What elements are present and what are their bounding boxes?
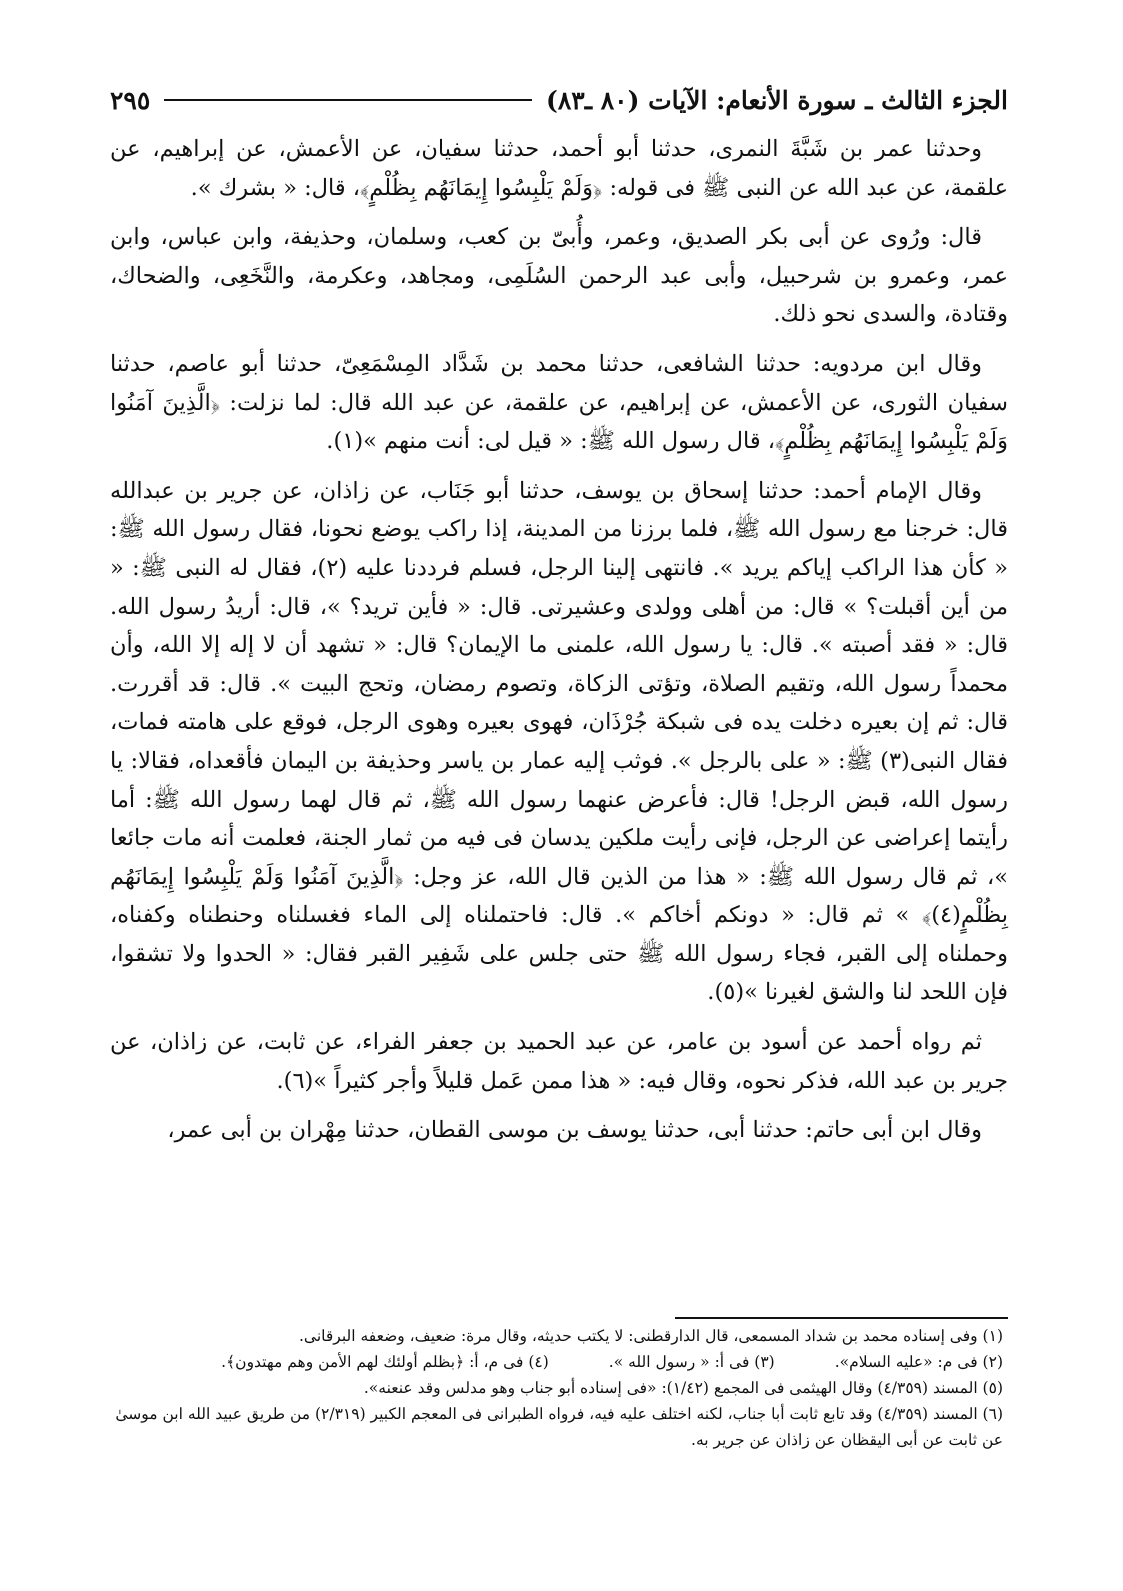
running-header xyxy=(110,80,1008,120)
paragraph: وحدثنا عمر بن شَبَّةَ النمرى، حدثنا أبو أحمد، حدثنا سفيان، عن الأعمش، عن إبراهيم، عن علقمة، عن عبد الله عن النبى ﷺ فى قوله: ﴿وَلَمْ يَلْبِسُوا إِيمَانَهُم بِظُلْمٍ﴾، قال: « بشرك ». xyxy=(110,136,1008,201)
running-title: الجزء الثالث ـ سورة الأنعام: الآيات (٨٠ ـ٨٣) xyxy=(545,85,1008,115)
paragraph: وقال ابن مردويه: حدثنا الشافعى، حدثنا محمد بن شَدَّاد المِسْمَعِىّ، حدثنا أبو عاصم، حدثنا سفيان الثورى، عن الأعمش، عن إبراهيم، عن علقمة، عن عبد الله قال: لما نزلت: ﴿الَّذِينَ آمَنُوا وَلَمْ يَلْبِسُوا إِيمَانَهُم بِظُلْمٍ﴾، قال رسول الله ﷺ: « قيل لى: أنت منهم »(١). xyxy=(110,350,1008,455)
paragraph: وقال ابن أبى حاتم: حدثنا أبى، حدثنا يوسف بن موسى القطان، حدثنا مِهْران بن أبى عمر، xyxy=(167,1117,982,1144)
header-rule xyxy=(164,99,532,101)
footnote: (٤) فى م، أ: ﴿بظلم أولئك لهم الأمن وهم مهتدون﴾. xyxy=(221,1353,549,1371)
paragraph: قال: ورُوى عن أبى بكر الصديق، وعمر، وأُبىّ بن كعب، وسلمان، وحذيفة، وابن عباس، وابن عمر، وعمرو بن شرحبيل، وأبى عبد الرحمن السُلَمِى، ومجاهد، وعكرمة، والنَّخَعِى، والضحاك، وقتادة، والسدى نحو ذلك. xyxy=(110,224,1009,328)
footnote: (٥) المسند (٤/٣٥٩) وقال الهيثمى فى المجمع (١/٤٢): «فى إسناده أبو جناب وهو مدلس وقد عنعنه». xyxy=(363,1379,1003,1397)
footnote: (١) وفى إسناده محمد بن شداد المسمعى، قال الدارقطنى: لا يكتب حديثه، وقال مرة: ضعيف، وضعفه البرقانى. xyxy=(298,1327,1003,1345)
footnote: (٢) فى م: «عليه السلام». xyxy=(834,1353,1003,1371)
footnote-separator xyxy=(675,1317,1008,1319)
footnote: (٦) المسند (٤/٣٥٩) وقد تابع ثابت أبا جناب، لكنه اختلف عليه فيه، فرواه الطبرانى فى المعجم الكبير (٢/٣١٩) من طريق عبيد الله ابن موسىٰ عن ثابت عن أبى اليقظان عن زاذان عن جرير به. xyxy=(115,1405,1003,1449)
footnote: (٣) فى أ: « رسول الله ». xyxy=(608,1353,775,1371)
page-number: ٢٩٥ xyxy=(110,85,151,115)
paragraph: ثم رواه أحمد عن أسود بن عامر، عن عبد الحميد بن جعفر الفراء، عن ثابت، عن زاذان، عن جرير بن عبد الله، فذكر نحوه، وقال فيه: « هذا ممن عَمل قليلاً وأجر كثيراً »(٦). xyxy=(110,1029,1008,1094)
footnotes xyxy=(110,1323,1003,1453)
footnote-row xyxy=(110,1349,1003,1375)
main-text xyxy=(110,130,1008,1161)
paragraph: وقال الإمام أحمد: حدثنا إسحاق بن يوسف، حدثنا أبو جَنَاب، عن زاذان، عن جرير بن عبدالله قال: خرجنا مع رسول الله ﷺ، فلما برزنا من المدينة، إذا راكب يوضع نحونا، فقال رسول الله ﷺ: « كأن هذا الراكب إياكم يريد ». فانتهى إلينا الرجل، فسلم فرددنا عليه (٢)، فقال له النبى ﷺ: « من أين أقبلت؟ » قال: من أهلى وولدى وعشيرتى. قال: « فأين تريد؟ »، قال: أريدُ رسول الله. قال: « فقد أصبته ». قال: يا رسول الله، علمنى ما الإيمان؟ قال: « تشهد أن لا إله إلا الله، وأن محمداً رسول الله، وتقيم الصلاة، وتؤتى الزكاة، وتصوم رمضان، وتحج البيت ». قال: قد أقررت. قال: ثم إن بعيره دخلت يده فى شبكة جُرْذَان، فهوى بعيره وهوى الرجل، فوقع على هامته فمات، فقال النبى(٣) ﷺ: « على بالرجل ». فوثب إليه عمار بن ياسر وحذيفة بن اليمان فأقعداه، فقالا: يا رسول الله، قبض الرجل! قال: فأعرض عنهما رسول الله ﷺ، ثم قال لهما رسول الله ﷺ: أما رأيتما إعراضى عن الرجل، فإنى رأيت ملكين يدسان فى فيه من ثمار الجنة، فعلمت أنه مات جائعا »، ثم قال رسول الله ﷺ: « هذا من الذين قال الله، عز وجل: ﴿الَّذِينَ آمَنُوا وَلَمْ يَلْبِسُوا إِيمَانَهُم بِظُلْمٍ(٤)﴾ » ثم قال: « دونكم أخاكم ». قال: فاحتملناه إلى الماء فغسلناه وحنطناه وكفناه، وحملناه إلى القبر، فجاء رسول الله ﷺ حتى جلس على شَفِير القبر فقال: « الحدوا ولا تشقوا، فإن اللحد لنا والشق لغيرنا »(٥). xyxy=(110,477,1008,1006)
